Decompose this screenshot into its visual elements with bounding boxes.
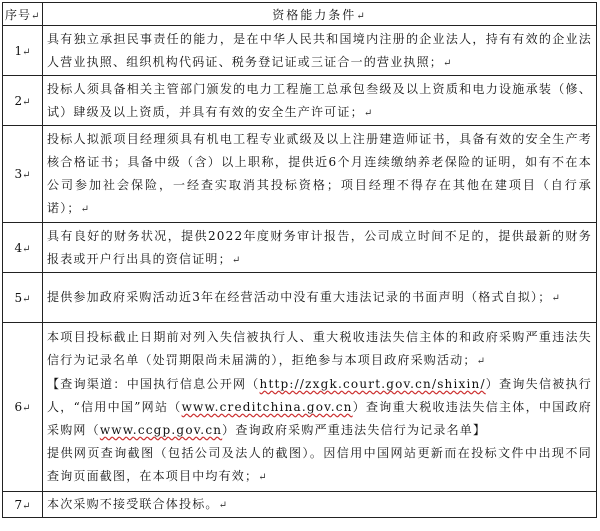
row-condition: 本项目投标截止日期前对列入失信被执行人、重大税收违法失信主体的和政府采购严重违法失信行为记录名单（处罚期限尚未届满的），拒绝参与本项目政府采购活动；↵ 【查询渠道：中国执行信息公开网（http://zxgk.court.gov.cn/shixin/）查询失信被执行人，“信用中国”网站（www.creditchina.gov.cn）查询重大税收违法失信主体，中国政府采购网（www.ccgp.gov.cn）查询政府采购严重违法失信行为记录名单】 提供网页查询截图（包括公司及法人的截图）。因信用中国网站更新而在投标文件中出现不同查询页面截图，在本项目中均有效；↵ xyxy=(43,323,597,492)
row-index: 2↵ xyxy=(3,76,43,126)
table-row xyxy=(3,76,597,126)
row-index: 1↵ xyxy=(3,26,43,76)
row-condition: 本次采购不接受联合体投标。↵ xyxy=(43,492,597,518)
row-condition: 投标人拟派项目经理须具有机电工程专业贰级及以上注册建造师证书，具备有效的安全生产考核合格证书；具备中级（含）以上职称，提供近6个月连续缴纳养老保险的证明，如有不在本公司参加社会保险，一经查实取消其投标资格；项目经理不得存在其他在建项目（自行承诺）；↵ xyxy=(43,126,597,223)
header-condition: 资格能力条件↵ xyxy=(43,3,597,26)
table-row xyxy=(3,323,597,492)
row-condition: 具有良好的财务状况，提供2022年度财务审计报告，公司成立时间不足的，提供最新的财务报表或开户行出具的资信证明；↵ xyxy=(43,223,597,273)
row-index: 4↵ xyxy=(3,223,43,273)
row-condition: 具有独立承担民事责任的能力，是在中华人民共和国境内注册的企业法人，持有有效的企业法人营业执照、组织机构代码证、税务登记证或三证合一的营业执照；↵ xyxy=(43,26,597,76)
row-index: 6↵ xyxy=(3,323,43,492)
qualification-table xyxy=(2,2,597,518)
row-condition: 提供参加政府采购活动近3年在经营活动中没有重大违法记录的书面声明（格式自拟）；↵ xyxy=(43,273,597,323)
table-row xyxy=(3,273,597,323)
row-index: 3↵ xyxy=(3,126,43,223)
link-ccgp[interactable]: www.ccgp.gov.cn xyxy=(99,423,223,437)
table-row xyxy=(3,492,597,518)
row-condition: 投标人须具备相关主管部门颁发的电力工程施工总承包叁级及以上资质和电力设施承装（修、试）肆级及以上资质，并具有有效的安全生产许可证；↵ xyxy=(43,76,597,126)
header-index: 序号↵ xyxy=(3,3,43,26)
table-row xyxy=(3,223,597,273)
row-index: 5↵ xyxy=(3,273,43,323)
link-creditchina[interactable]: www.creditchina.gov.cn xyxy=(181,400,353,414)
table-header-row xyxy=(3,3,597,26)
table-row xyxy=(3,26,597,76)
row-index: 7↵ xyxy=(3,492,43,518)
link-zxgk[interactable]: http://zxgk.court.gov.cn/shixin/ xyxy=(259,377,486,391)
table-row xyxy=(3,126,597,223)
